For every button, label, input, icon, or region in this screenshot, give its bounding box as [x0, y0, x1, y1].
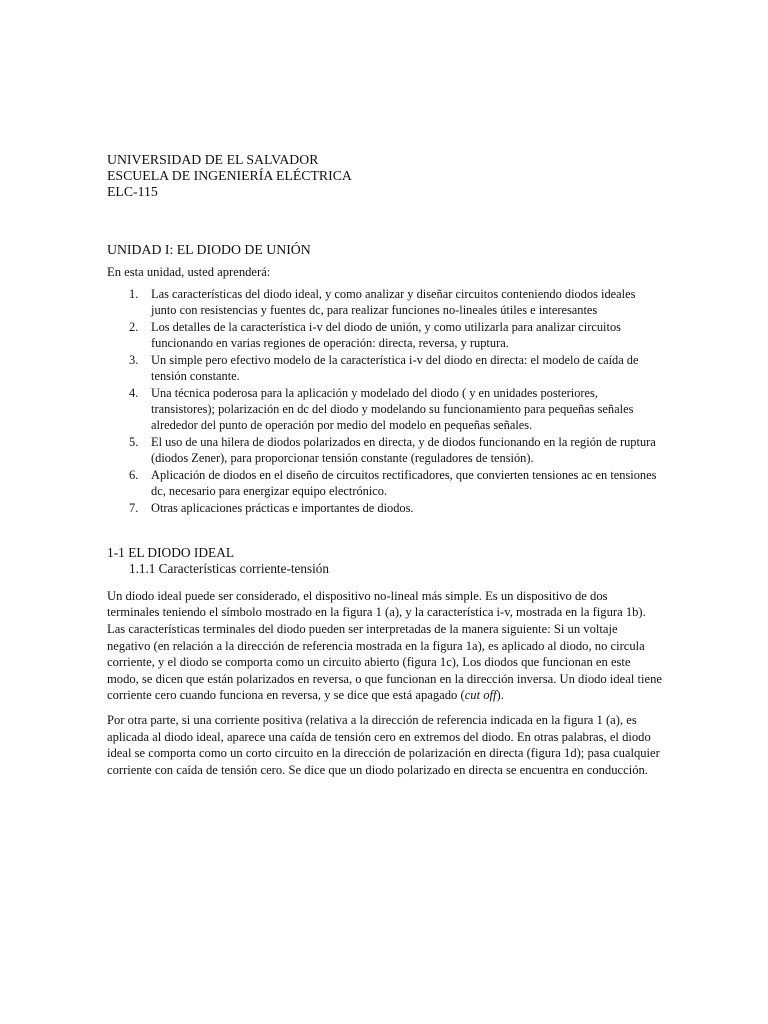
list-item-text: Aplicación de diodos en el diseño de circuitos rectificadores, que convierten tensiones ac en tensiones dc, necesario para energizar equipo electrónico. [151, 467, 657, 499]
unit-title: UNIDAD I: EL DIODO DE UNIÓN [107, 241, 311, 257]
list-item [107, 319, 663, 351]
paragraph-ideal-diode-reverse [107, 588, 663, 704]
list-item-text: Un simple pero efectivo modelo de la característica i-v del diodo en directa: el modelo de caída de tensión constante. [151, 353, 639, 384]
school-name: ESCUELA DE INGENIERÍA ELÉCTRICA [107, 168, 352, 184]
list-item [107, 434, 663, 466]
list-item-number: 4. [129, 385, 139, 400]
list-item-text: Una técnica poderosa para la aplicación y modelado del diodo ( y en unidades posteriores, transistores); polarización en dc del diodo y modelando su funcionamiento para pequeñas señales alrededor del punto de operación por medio del modelo en pequeñas señales. [151, 385, 634, 433]
list-item-number: 6. [129, 467, 139, 482]
list-item [107, 467, 663, 499]
list-item-text: Los detalles de la característica i-v del diodo de unión, y como utilizarla para analizar circuitos funcionando en varias regiones de operación: directa, reversa, y ruptura. [151, 320, 621, 351]
learning-goals-list [107, 286, 663, 516]
list-item-number: 2. [129, 320, 139, 335]
italic-term: cut off [464, 688, 497, 703]
paragraph-ideal-diode-forward: Por otra parte, si una corriente positiva (relativa a la dirección de referencia indicada en la figura 1 (a), es aplicada al diodo ideal, aparece una caída de tensión cero en extremos del diodo. En otras palabras, el diodo ideal se comporta como un corto circuito en la dirección de polarización en directa (figura 1d); pasa cualquier corriente con caída de tensión cero. Se dice que un diodo polarizado en directa se encuentra en conducción. [107, 713, 660, 777]
document-page [107, 152, 663, 778]
list-item-text: El uso de una hilera de diodos polarizados en directa, y de diodos funcionando en la región de ruptura (diodos Zener), para proporcionar tensión constante (reguladores de tensión). [151, 435, 656, 466]
list-item [107, 352, 663, 384]
unit-intro: En esta unidad, usted aprenderá: [107, 264, 271, 279]
paragraph-text: Un diodo ideal puede ser considerado, el dispositivo no-lineal más simple. Es un dispositivo de dos terminales teniendo el símbolo mostrado en la figura 1 (a), y la característica i-v, mostrada en la figura 1b). Las características terminales del diodo pueden ser interpretadas de la manera siguiente: Si un voltaje negativo (en relación a la dirección de referencia mostrada en la figura 1a), es aplicado al diodo, no circula corriente, y el diodo se comporta como un circuito abierto (figura 1c), Los diodos que funcionan en este modo, se dicen que están polarizados en reversa, o que funcionan en la dirección inversa. Un diodo ideal tiene corriente cero cuando funciona en reversa, y se dice que está apagado ( [107, 588, 662, 703]
subsection-title: 1.1.1 Características corriente-tensión [129, 561, 329, 577]
paragraph-text-end: ). [496, 688, 504, 703]
list-item [107, 286, 663, 318]
list-item-number: 3. [129, 353, 139, 368]
list-item [107, 500, 663, 516]
list-item-number: 7. [129, 500, 139, 515]
list-item-number: 1. [129, 287, 139, 302]
section-title: 1-1 EL DIODO IDEAL [107, 545, 235, 561]
list-item-number: 5. [129, 435, 139, 450]
list-item [107, 385, 663, 434]
list-item-text: Las características del diodo ideal, y como analizar y diseñar circuitos conteniendo diodos ideales junto con resistencias y fuentes dc, para realizar funciones no-lineales útiles e interesantes [151, 287, 636, 318]
list-item-text: Otras aplicaciones prácticas e importantes de diodos. [151, 500, 414, 515]
university-name: UNIVERSIDAD DE EL SALVADOR [107, 152, 319, 167]
course-code: ELC-115 [107, 184, 158, 200]
